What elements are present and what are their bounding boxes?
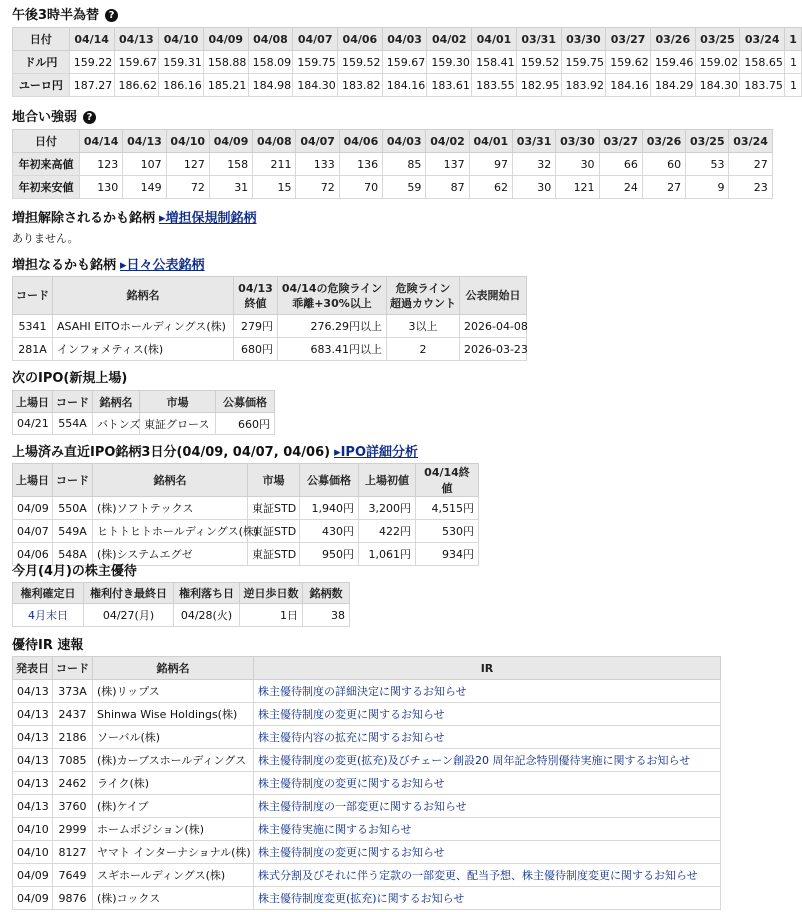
column-header: 銘柄名 <box>93 657 254 680</box>
date-header: 03/24 <box>740 28 785 51</box>
table-cell: 548A <box>53 543 93 566</box>
daily-disclosure-link[interactable]: ▸日々公表銘柄 <box>120 258 205 273</box>
ipo-next-table <box>12 390 275 435</box>
table-cell: 430円 <box>300 520 359 543</box>
date-header: 04/06 <box>338 28 383 51</box>
release-section-title <box>12 207 257 226</box>
value-cell: 185.21 <box>203 74 248 97</box>
value-cell: 159.62 <box>606 51 651 74</box>
value-cell: 183.75 <box>740 74 785 97</box>
value-cell: 149 <box>123 176 166 199</box>
ir-link[interactable]: 株主優待制度の変更に関するお知らせ <box>254 841 721 864</box>
value-cell: 136 <box>339 153 382 176</box>
value-cell: 9 <box>686 176 729 199</box>
table-cell: 5341 <box>13 315 53 338</box>
value-cell: 159.75 <box>293 51 338 74</box>
value-cell: 60 <box>642 153 685 176</box>
ipo-recent-title: 上場済み直近IPO銘柄3日分(04/09, 04/07, 04/06) <box>12 445 331 460</box>
value-cell: 27 <box>642 176 685 199</box>
value-cell: 107 <box>123 153 166 176</box>
fx-header-date: 日付 <box>13 28 70 51</box>
column-header: 公募価格 <box>300 464 359 497</box>
value-cell: 186.62 <box>114 74 159 97</box>
date-header: 04/03 <box>383 130 426 153</box>
column-header: 危険ライン 超過カウント <box>387 277 460 315</box>
table-cell: 04/27(月) <box>84 604 174 627</box>
column-header: コード <box>53 657 93 680</box>
value-cell: 183.92 <box>561 74 606 97</box>
value-cell: 182.95 <box>516 74 561 97</box>
table-cell: 373A <box>53 680 93 703</box>
table-cell: 東証STD <box>248 543 300 566</box>
value-cell: 31 <box>209 176 252 199</box>
date-header: 04/09 <box>209 130 252 153</box>
table-cell: 1日 <box>240 604 303 627</box>
table-cell: 04/07 <box>13 520 53 543</box>
table-cell: 04/06 <box>13 543 53 566</box>
stock-name[interactable]: ASAHI EITOホールディングス(株) <box>53 315 234 338</box>
value-cell: 158.09 <box>248 51 293 74</box>
yutai-ir-table <box>12 656 721 910</box>
value-cell: 184.30 <box>695 74 740 97</box>
table-cell: 680円 <box>234 338 278 361</box>
ipo-recent-table <box>12 463 479 566</box>
table-cell: (株)ソフトテックス <box>93 497 248 520</box>
column-header: 公表開始日 <box>460 277 527 315</box>
value-cell: 158 <box>209 153 252 176</box>
table-cell: Shinwa Wise Holdings(株) <box>93 703 254 726</box>
strength-title: 地合い強弱 <box>12 110 78 125</box>
row-label: 年初来安値 <box>13 176 80 199</box>
column-header: 銘柄数 <box>303 583 350 604</box>
date-header: 03/27 <box>606 28 651 51</box>
table-cell: 1,061円 <box>359 543 416 566</box>
table-cell: ライク(株) <box>93 772 254 795</box>
column-header: 上場日 <box>13 464 53 497</box>
table-cell: 2 <box>387 338 460 361</box>
column-header: 04/14終値 <box>416 464 479 497</box>
risk-table <box>12 276 527 361</box>
risk-section-title <box>12 254 205 273</box>
value-cell: 184.16 <box>606 74 651 97</box>
margin-regulation-link[interactable]: ▸増担保規制銘柄 <box>159 211 257 226</box>
ipo-recent-section-title <box>12 441 418 460</box>
help-icon[interactable]: ? <box>105 9 118 22</box>
column-header: 04/13 終値 <box>234 277 278 315</box>
table-cell: 276.29円以上 <box>278 315 387 338</box>
record-date-link[interactable]: 4月末日 <box>13 604 84 627</box>
date-header: 1 <box>785 28 802 51</box>
value-cell: 85 <box>383 153 426 176</box>
table-cell: 530円 <box>416 520 479 543</box>
value-cell: 159.46 <box>650 51 695 74</box>
date-header: 04/10 <box>159 28 204 51</box>
table-cell: 04/28(火) <box>174 604 240 627</box>
value-cell: 1 <box>785 74 802 97</box>
ir-link[interactable]: 株主優待実施に関するお知らせ <box>254 818 721 841</box>
date-header: 04/07 <box>293 28 338 51</box>
column-header: 上場初値 <box>359 464 416 497</box>
value-cell: 32 <box>512 153 555 176</box>
date-header: 04/01 <box>469 130 512 153</box>
date-header: 03/25 <box>686 130 729 153</box>
release-empty-text: ありません。 <box>12 232 79 245</box>
table-cell: 8127 <box>53 841 93 864</box>
date-header: 04/09 <box>203 28 248 51</box>
value-cell: 183.82 <box>338 74 383 97</box>
table-cell: 3760 <box>53 795 93 818</box>
value-cell: 59 <box>383 176 426 199</box>
table-cell: 04/21 <box>13 413 53 435</box>
fx-section-title <box>12 4 118 23</box>
value-cell: 66 <box>599 153 642 176</box>
value-cell: 127 <box>166 153 209 176</box>
column-header: 公募価格 <box>216 391 275 413</box>
value-cell: 186.16 <box>159 74 204 97</box>
ir-link[interactable]: 株主優待制度変更(拡充)に関するお知らせ <box>254 887 721 910</box>
table-cell: 9876 <box>53 887 93 910</box>
column-header: 市場 <box>248 464 300 497</box>
value-cell: 137 <box>426 153 469 176</box>
date-header: 04/10 <box>166 130 209 153</box>
yutai-ir-section-title: 優待IR 速報 <box>12 638 84 653</box>
ir-link[interactable]: 株主優待制度の変更(拡充)及びチェーン創設20 周年記念特別優待実施に関するお知らせ <box>254 749 721 772</box>
table-cell: 東証グロース <box>140 413 216 435</box>
date-header: 04/14 <box>69 28 114 51</box>
column-header: 銘柄名 <box>53 277 234 315</box>
date-header: 03/27 <box>599 130 642 153</box>
strength-table-wrap <box>12 129 768 199</box>
ir-link[interactable]: 株主優待制度の一部変更に関するお知らせ <box>254 795 721 818</box>
table-cell: 2026-04-08 <box>460 315 527 338</box>
date-header: 03/24 <box>729 130 772 153</box>
date-header: 03/31 <box>512 130 555 153</box>
value-cell: 130 <box>80 176 123 199</box>
date-header: 04/14 <box>80 130 123 153</box>
value-cell: 184.29 <box>650 74 695 97</box>
table-cell: 04/13 <box>13 680 53 703</box>
table-cell: 04/13 <box>13 726 53 749</box>
ir-link[interactable]: 株主優待制度の変更に関するお知らせ <box>254 703 721 726</box>
value-cell: 158.65 <box>740 51 785 74</box>
value-cell: 159.67 <box>382 51 427 74</box>
value-cell: 1 <box>785 51 802 74</box>
date-header: 03/30 <box>561 28 606 51</box>
table-cell: (株)カーブスホールディングス <box>93 749 254 772</box>
date-header: 04/06 <box>339 130 382 153</box>
table-cell: ホームポジション(株) <box>93 818 254 841</box>
table-cell: バトンズ <box>93 413 140 435</box>
row-label: ユーロ円 <box>13 74 70 97</box>
value-cell: 15 <box>253 176 296 199</box>
row-label: ドル円 <box>13 51 70 74</box>
fx-title: 午後3時半為替 <box>12 8 100 23</box>
column-header: IR <box>254 657 721 680</box>
table-cell: 3,200円 <box>359 497 416 520</box>
value-cell: 72 <box>166 176 209 199</box>
release-title: 増担解除されるかも銘柄 <box>12 211 156 226</box>
table-cell: 38 <box>303 604 350 627</box>
table-cell: 04/10 <box>13 841 53 864</box>
table-cell: ヒトトヒトホールディングス(株) <box>93 520 248 543</box>
stock-name[interactable]: インフォメティス(株) <box>53 338 234 361</box>
table-cell: (株)ケイブ <box>93 795 254 818</box>
table-cell: 660円 <box>216 413 275 435</box>
table-cell: 1,940円 <box>300 497 359 520</box>
value-cell: 159.02 <box>695 51 740 74</box>
table-cell: 04/10 <box>13 818 53 841</box>
risk-title: 増担なるかも銘柄 <box>12 258 117 273</box>
value-cell: 53 <box>686 153 729 176</box>
table-cell: 549A <box>53 520 93 543</box>
value-cell: 158.88 <box>203 51 248 74</box>
table-cell: (株)コックス <box>93 887 254 910</box>
value-cell: 159.30 <box>427 51 472 74</box>
table-cell: 934円 <box>416 543 479 566</box>
column-header: コード <box>53 464 93 497</box>
date-header: 04/13 <box>114 28 159 51</box>
table-cell: 2999 <box>53 818 93 841</box>
fx-table <box>12 27 802 97</box>
table-cell: 04/13 <box>13 795 53 818</box>
value-cell: 159.22 <box>69 51 114 74</box>
table-cell: 554A <box>53 413 93 435</box>
date-header: 04/02 <box>426 130 469 153</box>
value-cell: 183.61 <box>427 74 472 97</box>
ir-link[interactable]: 株主優待制度の変更に関するお知らせ <box>254 772 721 795</box>
value-cell: 24 <box>599 176 642 199</box>
yutai-month-section-title: 今月(4月)の株主優待 <box>12 564 137 579</box>
strength-table <box>12 129 773 199</box>
ir-link[interactable]: 株式分割及びそれに伴う定款の一部変更、配当予想、株主優待制度変更に関するお知らせ <box>254 864 721 887</box>
value-cell: 27 <box>729 153 772 176</box>
table-cell: (株)システムエグゼ <box>93 543 248 566</box>
table-cell: 550A <box>53 497 93 520</box>
row-label: 年初来高値 <box>13 153 80 176</box>
column-header: コード <box>53 391 93 413</box>
value-cell: 159.52 <box>516 51 561 74</box>
table-cell: 2026-03-23 <box>460 338 527 361</box>
table-cell: 04/13 <box>13 749 53 772</box>
table-cell: スギホールディングス(株) <box>93 864 254 887</box>
column-header: 上場日 <box>13 391 53 413</box>
column-header: 04/14の危険ライン 乖離+30%以上 <box>278 277 387 315</box>
value-cell: 159.67 <box>114 51 159 74</box>
value-cell: 23 <box>729 176 772 199</box>
ipo-analysis-link[interactable]: ▸IPO詳細分析 <box>334 445 419 460</box>
ir-link[interactable]: 株主優待内容の拡充に関するお知らせ <box>254 726 721 749</box>
column-header: 権利確定日 <box>13 583 84 604</box>
date-header: 03/26 <box>642 130 685 153</box>
table-cell: 東証STD <box>248 497 300 520</box>
column-header: 銘柄名 <box>93 391 140 413</box>
table-cell: 281A <box>13 338 53 361</box>
date-header: 04/08 <box>248 28 293 51</box>
value-cell: 187.27 <box>69 74 114 97</box>
value-cell: 158.41 <box>472 51 517 74</box>
ipo-next-section-title: 次のIPO(新規上場) <box>12 371 128 386</box>
date-header: 03/30 <box>556 130 599 153</box>
table-cell: 2186 <box>53 726 93 749</box>
strength-section-title <box>12 106 96 125</box>
table-cell: 04/13 <box>13 772 53 795</box>
table-cell: 04/09 <box>13 887 53 910</box>
table-cell: 04/13 <box>13 703 53 726</box>
value-cell: 121 <box>556 176 599 199</box>
table-cell: ヤマト インターナショナル(株) <box>93 841 254 864</box>
table-cell: 東証STD <box>248 520 300 543</box>
value-cell: 72 <box>296 176 339 199</box>
date-header: 04/02 <box>427 28 472 51</box>
table-cell: 422円 <box>359 520 416 543</box>
strength-header-date: 日付 <box>13 130 80 153</box>
value-cell: 97 <box>469 153 512 176</box>
column-header: 発表日 <box>13 657 53 680</box>
date-header: 04/01 <box>472 28 517 51</box>
ir-link[interactable]: 株主優待制度の詳細決定に関するお知らせ <box>254 680 721 703</box>
value-cell: 211 <box>253 153 296 176</box>
date-header: 04/03 <box>382 28 427 51</box>
column-header: コード <box>13 277 53 315</box>
table-cell: 04/09 <box>13 497 53 520</box>
table-cell: 2462 <box>53 772 93 795</box>
value-cell: 30 <box>512 176 555 199</box>
date-header: 03/26 <box>650 28 695 51</box>
value-cell: 62 <box>469 176 512 199</box>
value-cell: 184.98 <box>248 74 293 97</box>
column-header: 権利付き最終日 <box>84 583 174 604</box>
value-cell: 183.55 <box>472 74 517 97</box>
date-header: 04/08 <box>253 130 296 153</box>
value-cell: 184.30 <box>293 74 338 97</box>
column-header: 銘柄名 <box>93 464 248 497</box>
value-cell: 159.75 <box>561 51 606 74</box>
table-cell: 683.41円以上 <box>278 338 387 361</box>
table-cell: 279円 <box>234 315 278 338</box>
value-cell: 123 <box>80 153 123 176</box>
value-cell: 184.16 <box>382 74 427 97</box>
yutai-month-table <box>12 582 350 627</box>
column-header: 権利落ち日 <box>174 583 240 604</box>
value-cell: 30 <box>556 153 599 176</box>
date-header: 04/07 <box>296 130 339 153</box>
column-header: 市場 <box>140 391 216 413</box>
help-icon[interactable]: ? <box>83 111 96 124</box>
table-cell: ソーバル(株) <box>93 726 254 749</box>
value-cell: 133 <box>296 153 339 176</box>
table-cell: 04/09 <box>13 864 53 887</box>
date-header: 04/13 <box>123 130 166 153</box>
table-cell: 950円 <box>300 543 359 566</box>
value-cell: 159.31 <box>159 51 204 74</box>
table-cell: 3以上 <box>387 315 460 338</box>
table-cell: (株)リップス <box>93 680 254 703</box>
fx-table-wrap <box>12 27 797 97</box>
table-cell: 4,515円 <box>416 497 479 520</box>
date-header: 03/31 <box>516 28 561 51</box>
table-cell: 7085 <box>53 749 93 772</box>
value-cell: 87 <box>426 176 469 199</box>
table-cell: 7649 <box>53 864 93 887</box>
value-cell: 70 <box>339 176 382 199</box>
value-cell: 159.52 <box>338 51 383 74</box>
date-header: 03/25 <box>695 28 740 51</box>
column-header: 逆日歩日数 <box>240 583 303 604</box>
table-cell: 2437 <box>53 703 93 726</box>
